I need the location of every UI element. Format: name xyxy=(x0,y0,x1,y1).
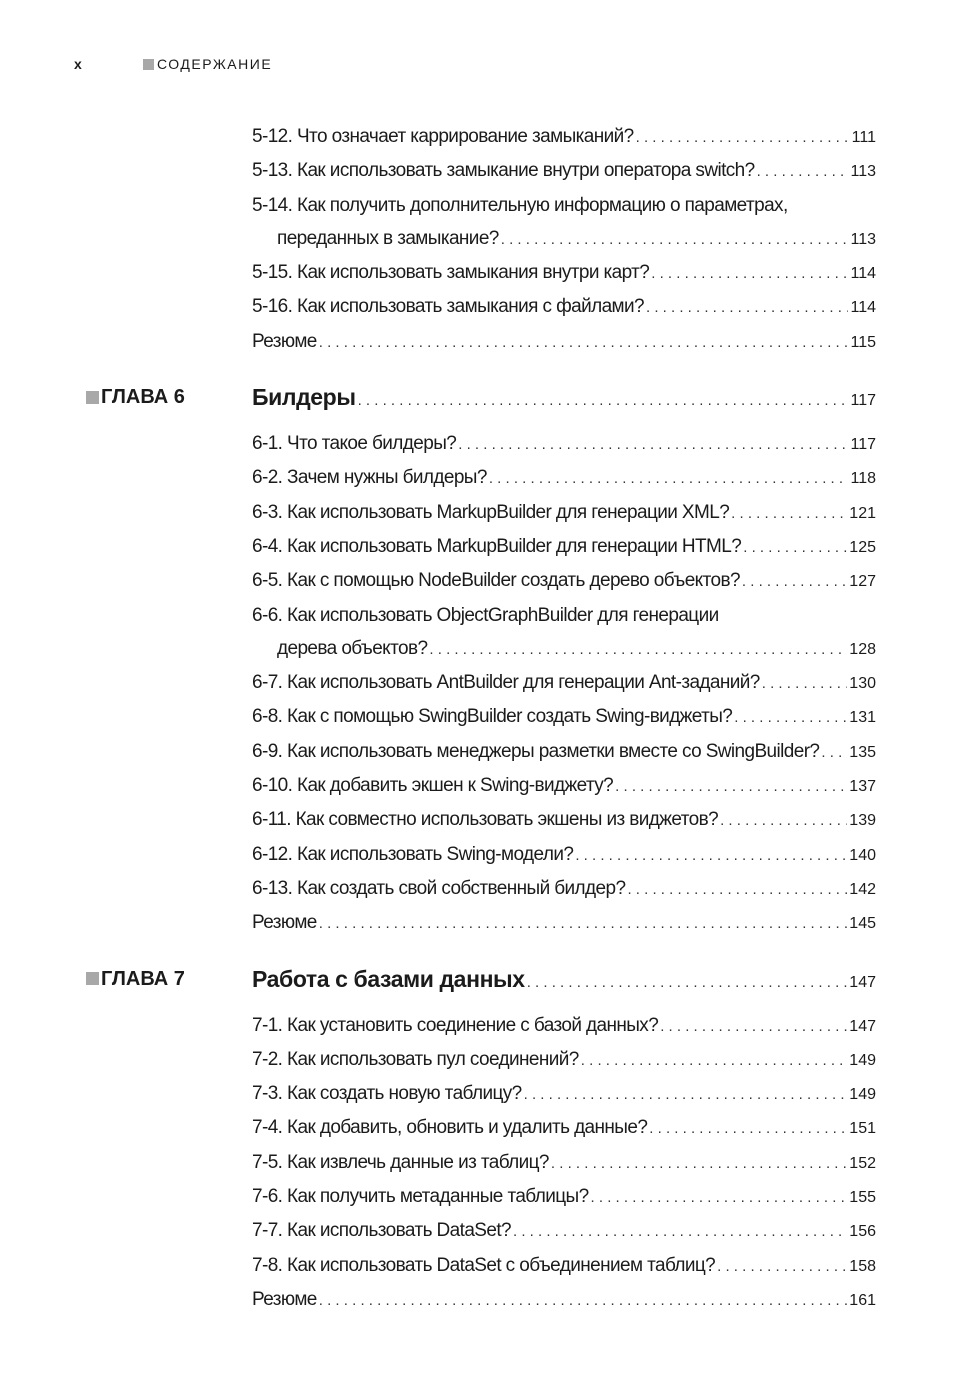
toc-entry[interactable] xyxy=(252,1146,876,1180)
entry-title: 6-5. Как с помощью NodeBuilder создать дерево объектов? xyxy=(252,570,740,592)
entry-title: переданных в замыкание? xyxy=(277,227,499,249)
dot-leader xyxy=(651,257,848,290)
toc-entry[interactable] xyxy=(252,735,876,769)
page-ref: 115 xyxy=(850,333,876,351)
dot-leader xyxy=(429,633,847,666)
toc-entry[interactable] xyxy=(252,1077,876,1111)
toc-entry[interactable] xyxy=(252,222,876,256)
dot-leader xyxy=(636,121,850,154)
dot-leader xyxy=(734,701,847,734)
toc-entry[interactable] xyxy=(252,1009,876,1043)
page-ref: 152 xyxy=(849,1154,876,1172)
dot-leader xyxy=(319,326,849,359)
entry-title: 6-1. Что такое билдеры? xyxy=(252,433,457,455)
toc-entry[interactable] xyxy=(252,906,876,940)
toc-entry[interactable] xyxy=(252,427,876,461)
page-ref: 147 xyxy=(849,1017,876,1035)
toc-entry[interactable] xyxy=(252,872,876,906)
toc-entry[interactable] xyxy=(252,461,876,495)
chapter-6-title-entry[interactable] xyxy=(252,377,876,421)
entry-title: 6-11. Как совместно использовать экшены из виджетов? xyxy=(252,809,719,831)
entry-title: 6-13. Как создать свой собственный билдер? xyxy=(252,877,626,899)
entry-title: 7-1. Как установить соединение с базой данных? xyxy=(252,1014,659,1036)
entry-title: 5-12. Что означает каррирование замыканий? xyxy=(252,126,634,147)
toc-entry[interactable] xyxy=(252,530,876,564)
entry-title: 5-16. Как использовать замыкания с файлами? xyxy=(252,296,644,318)
page-ref: 139 xyxy=(849,812,876,830)
toc-entry[interactable] xyxy=(252,154,876,188)
entry-title: 7-4. Как добавить, обновить и удалить данные? xyxy=(252,1117,648,1139)
page-ref: 113 xyxy=(850,163,876,181)
dot-leader xyxy=(649,1112,847,1145)
page-ref: 117 xyxy=(850,392,876,410)
entry-title: 7-7. Как использовать DataSet? xyxy=(252,1220,511,1242)
entry-title: 6-9. Как использовать менеджеры разметки вместе со SwingBuilder? xyxy=(252,740,820,762)
dot-leader xyxy=(358,381,849,421)
page-ref: 130 xyxy=(849,675,876,693)
dot-leader xyxy=(717,1250,847,1283)
entry-title: Резюме xyxy=(252,912,317,934)
square-bullet-icon xyxy=(143,59,154,70)
toc-entry[interactable] xyxy=(252,1249,876,1283)
dot-leader xyxy=(627,873,847,906)
toc-entry[interactable] xyxy=(252,632,876,666)
dot-leader xyxy=(646,291,849,324)
chapter-6-heading xyxy=(0,377,976,417)
page-ref: 113 xyxy=(850,230,876,248)
page-ref: 114 xyxy=(850,265,876,283)
page-ref: 127 xyxy=(849,573,876,591)
page-ref: 135 xyxy=(849,743,876,761)
toc-entry[interactable] xyxy=(252,564,876,598)
dot-leader xyxy=(743,531,847,564)
entry-title: Резюме xyxy=(252,330,317,352)
toc-entry[interactable] xyxy=(252,1180,876,1214)
toc-entry[interactable] xyxy=(252,1283,876,1317)
entry-title: 6-7. Как использовать AntBuilder для генерации Ant-заданий? xyxy=(252,672,760,694)
toc-entry[interactable] xyxy=(252,256,876,290)
entry-title: 7-5. Как извлечь данные из таблиц? xyxy=(252,1151,549,1173)
dot-leader xyxy=(575,839,847,872)
toc-entry-line1[interactable] xyxy=(252,599,876,632)
page-ref: 140 xyxy=(849,846,876,864)
page-ref: 151 xyxy=(849,1120,876,1138)
page-ref: 161 xyxy=(849,1291,876,1309)
page-header xyxy=(0,54,976,74)
toc-entry[interactable] xyxy=(252,325,876,359)
toc-entry-line1[interactable] xyxy=(252,189,876,222)
square-bullet-icon xyxy=(86,972,99,985)
dot-leader xyxy=(720,804,847,837)
chapter-title: Билдеры xyxy=(252,384,356,411)
dot-leader xyxy=(513,1215,847,1248)
entry-title: 5-14. Как получить дополнительную информацию о параметрах, xyxy=(252,194,788,216)
dot-leader xyxy=(757,155,849,188)
chapter-7-entries xyxy=(0,1009,976,1318)
entry-title: Резюме xyxy=(252,1288,317,1310)
page-ref: 131 xyxy=(849,709,876,727)
entry-title: 6-3. Как использовать MarkupBuilder для генерации XML? xyxy=(252,501,730,523)
chapter-label-text: ГЛАВА 7 xyxy=(101,967,185,990)
toc-entry[interactable] xyxy=(252,803,876,837)
page-ref: 118 xyxy=(850,470,876,488)
toc-entry[interactable] xyxy=(252,700,876,734)
page-ref: 125 xyxy=(849,538,876,556)
page-ref: 142 xyxy=(849,880,876,898)
table-of-contents xyxy=(0,120,976,1317)
page-ref: 128 xyxy=(849,640,876,658)
entry-title: 5-13. Как использовать замыкание внутри оператора switch? xyxy=(252,160,755,182)
toc-entry[interactable] xyxy=(252,1111,876,1145)
page-number: x xyxy=(74,56,82,72)
chapter-6-entries xyxy=(0,427,976,940)
chapter-label-text: ГЛАВА 6 xyxy=(101,386,185,409)
entry-title: 6-8. Как с помощью SwingBuilder создать Swing-виджеты? xyxy=(252,706,733,728)
entry-title: 7-3. Как создать новую таблицу? xyxy=(252,1083,522,1105)
toc-entry[interactable] xyxy=(252,496,876,530)
dot-leader xyxy=(742,565,847,598)
dot-leader xyxy=(524,1078,848,1111)
running-title xyxy=(143,54,272,74)
toc-entry[interactable] xyxy=(252,769,876,803)
dot-leader xyxy=(615,770,847,803)
page-ref: 145 xyxy=(849,915,876,933)
entry-title: 7-6. Как получить метаданные таблицы? xyxy=(252,1186,589,1208)
toc-entry[interactable] xyxy=(252,290,876,324)
chapter-7-title-entry[interactable] xyxy=(252,959,876,1003)
entry-title: 6-4. Как использовать MarkupBuilder для генерации HTML? xyxy=(252,535,742,557)
entry-title: 6-2. Зачем нужны билдеры? xyxy=(252,467,487,489)
entry-title: 6-10. Как добавить экшен к Swing-виджету? xyxy=(252,775,614,797)
page-ref: 156 xyxy=(849,1223,876,1241)
dot-leader xyxy=(458,428,848,461)
dot-leader xyxy=(527,963,848,1003)
dot-leader xyxy=(591,1181,848,1214)
page-ref: 117 xyxy=(850,436,876,454)
dot-leader xyxy=(489,462,849,495)
toc-entry[interactable] xyxy=(252,120,876,154)
square-bullet-icon xyxy=(86,391,99,404)
toc-entry[interactable] xyxy=(252,838,876,872)
toc-entry[interactable] xyxy=(252,1043,876,1077)
running-title-text: СОДЕРЖАНИЕ xyxy=(157,56,273,72)
page-ref: 147 xyxy=(849,973,876,991)
dot-leader xyxy=(762,667,848,700)
chapter-7-label xyxy=(86,959,185,999)
page-ref: 111 xyxy=(851,129,876,146)
page-ref: 137 xyxy=(849,778,876,796)
dot-leader xyxy=(501,223,849,256)
page-ref: 149 xyxy=(849,1051,876,1069)
toc-entry[interactable] xyxy=(252,666,876,700)
chapter-6-label xyxy=(86,377,185,417)
entry-title: дерева объектов? xyxy=(277,637,428,659)
dot-leader xyxy=(731,497,847,530)
dot-leader xyxy=(319,1284,848,1317)
entry-title: 6-12. Как использовать Swing-модели? xyxy=(252,843,574,865)
page-ref: 158 xyxy=(849,1257,876,1275)
page-ref: 121 xyxy=(849,504,876,522)
chapter-7-heading xyxy=(0,959,976,999)
dot-leader xyxy=(319,907,848,940)
page-ref: 114 xyxy=(850,299,876,317)
page-ref: 155 xyxy=(849,1189,876,1207)
toc-entry[interactable] xyxy=(252,1214,876,1248)
dot-leader xyxy=(581,1044,848,1077)
entry-title: 7-2. Как использовать пул соединений? xyxy=(252,1048,579,1070)
page-ref: 149 xyxy=(849,1086,876,1104)
entry-title: 7-8. Как использовать DataSet с объединением таблиц? xyxy=(252,1254,716,1276)
dot-leader xyxy=(551,1147,847,1180)
dot-leader xyxy=(660,1010,847,1043)
section-5-entries xyxy=(0,120,976,359)
chapter-title: Работа с базами данных xyxy=(252,965,525,992)
dot-leader xyxy=(821,736,847,769)
entry-title: 5-15. Как использовать замыкания внутри карт? xyxy=(252,262,650,284)
entry-title: 6-6. Как использовать ObjectGraphBuilder для генерации xyxy=(252,604,719,626)
